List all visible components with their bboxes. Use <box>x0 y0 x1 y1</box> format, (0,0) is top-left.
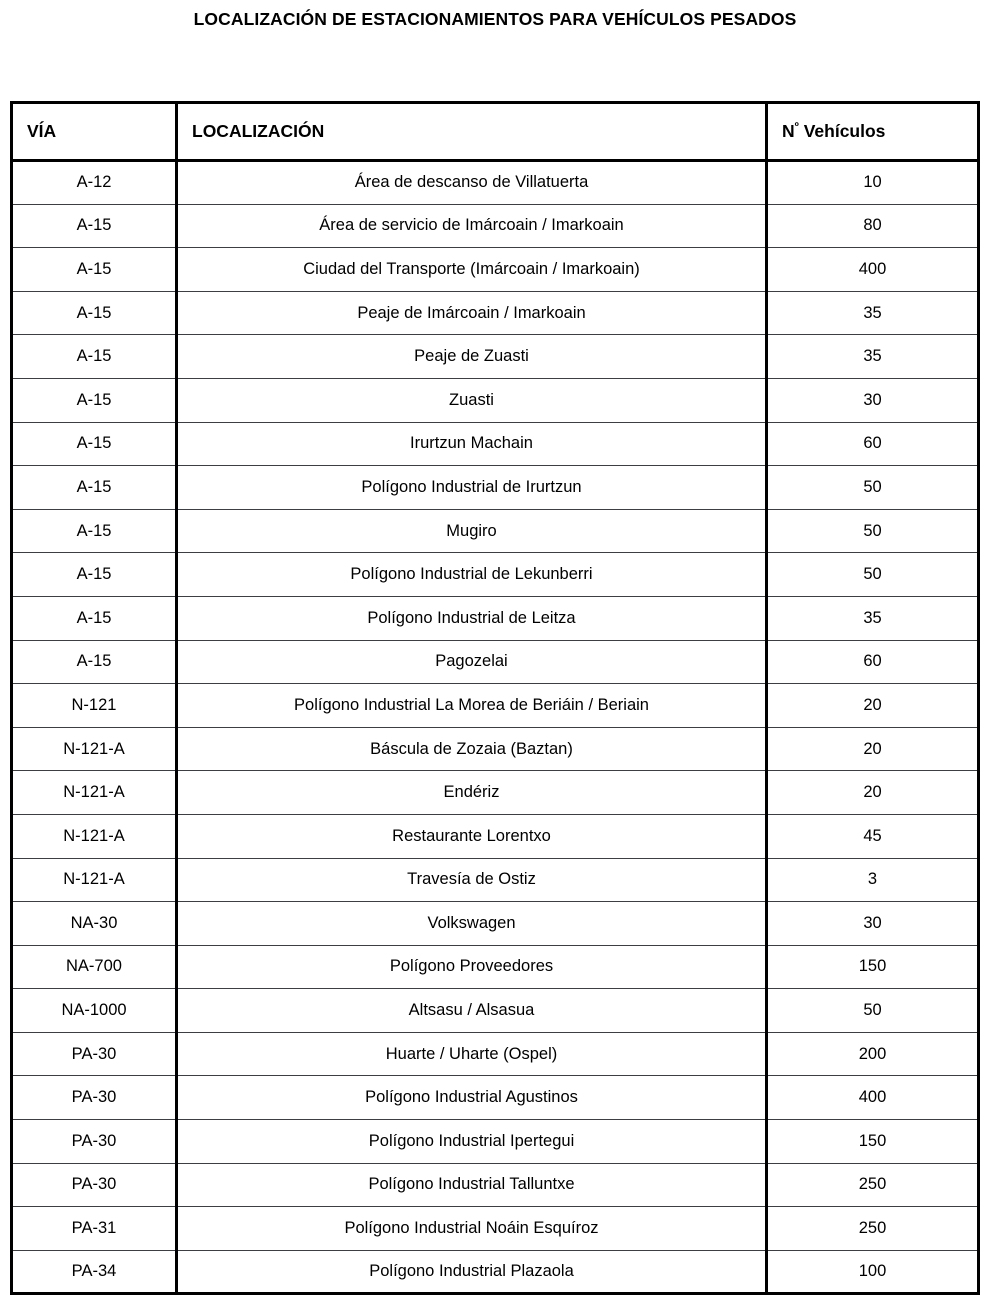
cell-localizacion: Área de servicio de Imárcoain / Imarkoain <box>177 204 767 248</box>
cell-localizacion: Peaje de Imárcoain / Imarkoain <box>177 291 767 335</box>
cell-localizacion: Polígono Industrial de Leitza <box>177 596 767 640</box>
cell-via: A-15 <box>12 509 177 553</box>
cell-num-vehiculos: 100 <box>767 1250 979 1294</box>
cell-num-vehiculos: 35 <box>767 596 979 640</box>
table-row <box>12 248 979 292</box>
cell-localizacion: Irurtzun Machain <box>177 422 767 466</box>
cell-via: A-15 <box>12 466 177 510</box>
cell-localizacion: Pagozelai <box>177 640 767 684</box>
cell-localizacion: Polígono Industrial Plazaola <box>177 1250 767 1294</box>
cell-num-vehiculos: 250 <box>767 1207 979 1251</box>
cell-localizacion: Polígono Industrial Talluntxe <box>177 1163 767 1207</box>
table-row <box>12 1163 979 1207</box>
cell-via: N-121-A <box>12 814 177 858</box>
table-row <box>12 466 979 510</box>
table-row <box>12 727 979 771</box>
cell-via: N-121-A <box>12 858 177 902</box>
table-row <box>12 204 979 248</box>
table-body <box>12 161 979 1294</box>
table-row <box>12 1207 979 1251</box>
cell-via: A-15 <box>12 596 177 640</box>
table-row <box>12 814 979 858</box>
cell-num-vehiculos: 35 <box>767 291 979 335</box>
cell-localizacion: Polígono Industrial de Irurtzun <box>177 466 767 510</box>
cell-num-vehiculos: 10 <box>767 161 979 205</box>
table-row <box>12 1076 979 1120</box>
cell-via: A-15 <box>12 204 177 248</box>
table-row <box>12 161 979 205</box>
cell-localizacion: Polígono Industrial de Lekunberri <box>177 553 767 597</box>
ordinal-indicator-icon: º <box>794 121 799 134</box>
cell-num-vehiculos: 50 <box>767 553 979 597</box>
cell-via: NA-1000 <box>12 989 177 1033</box>
cell-via: N-121 <box>12 684 177 728</box>
cell-num-vehiculos: 50 <box>767 509 979 553</box>
table-row <box>12 378 979 422</box>
table-row <box>12 771 979 815</box>
column-header-via: VÍA <box>12 103 177 161</box>
cell-localizacion: Endériz <box>177 771 767 815</box>
table-row <box>12 291 979 335</box>
table-row <box>12 989 979 1033</box>
cell-via: A-15 <box>12 248 177 292</box>
cell-localizacion: Polígono Proveedores <box>177 945 767 989</box>
table-row <box>12 640 979 684</box>
cell-num-vehiculos: 200 <box>767 1032 979 1076</box>
cell-via: NA-30 <box>12 902 177 946</box>
column-header-num-vehiculos <box>767 103 979 161</box>
column-header-localizacion: LOCALIZACIÓN <box>177 103 767 161</box>
cell-localizacion: Mugiro <box>177 509 767 553</box>
cell-localizacion: Travesía de Ostiz <box>177 858 767 902</box>
cell-num-vehiculos: 20 <box>767 727 979 771</box>
cell-via: A-15 <box>12 553 177 597</box>
column-header-num-vehiculos-prefix: N <box>782 121 795 141</box>
table-row <box>12 684 979 728</box>
table-header <box>12 103 979 161</box>
table-container <box>10 101 980 1295</box>
cell-localizacion: Polígono Industrial Agustinos <box>177 1076 767 1120</box>
cell-num-vehiculos: 50 <box>767 989 979 1033</box>
cell-num-vehiculos: 80 <box>767 204 979 248</box>
cell-num-vehiculos: 150 <box>767 1120 979 1164</box>
cell-num-vehiculos: 45 <box>767 814 979 858</box>
table-row <box>12 1120 979 1164</box>
table-row <box>12 596 979 640</box>
cell-via: A-15 <box>12 422 177 466</box>
cell-localizacion: Báscula de Zozaia (Baztan) <box>177 727 767 771</box>
cell-localizacion: Ciudad del Transporte (Imárcoain / Imarkoain) <box>177 248 767 292</box>
cell-via: A-15 <box>12 335 177 379</box>
cell-localizacion: Zuasti <box>177 378 767 422</box>
cell-num-vehiculos: 30 <box>767 902 979 946</box>
table-row <box>12 335 979 379</box>
cell-num-vehiculos: 35 <box>767 335 979 379</box>
cell-num-vehiculos: 60 <box>767 640 979 684</box>
cell-via: A-15 <box>12 640 177 684</box>
cell-localizacion: Peaje de Zuasti <box>177 335 767 379</box>
cell-num-vehiculos: 400 <box>767 248 979 292</box>
cell-localizacion: Huarte / Uharte (Ospel) <box>177 1032 767 1076</box>
table-row <box>12 509 979 553</box>
cell-via: A-15 <box>12 291 177 335</box>
cell-via: A-15 <box>12 378 177 422</box>
cell-num-vehiculos: 60 <box>767 422 979 466</box>
cell-localizacion: Polígono Industrial Noáin Esquíroz <box>177 1207 767 1251</box>
table-row <box>12 1032 979 1076</box>
cell-via: PA-31 <box>12 1207 177 1251</box>
cell-via: PA-34 <box>12 1250 177 1294</box>
cell-localizacion: Restaurante Lorentxo <box>177 814 767 858</box>
cell-via: PA-30 <box>12 1076 177 1120</box>
table-row <box>12 945 979 989</box>
cell-num-vehiculos: 3 <box>767 858 979 902</box>
cell-num-vehiculos: 30 <box>767 378 979 422</box>
cell-via: PA-30 <box>12 1163 177 1207</box>
table-row <box>12 902 979 946</box>
cell-localizacion: Altsasu / Alsasua <box>177 989 767 1033</box>
cell-num-vehiculos: 20 <box>767 684 979 728</box>
heavy-vehicle-parking-table <box>10 101 980 1295</box>
cell-via: N-121-A <box>12 727 177 771</box>
cell-localizacion: Volkswagen <box>177 902 767 946</box>
cell-num-vehiculos: 400 <box>767 1076 979 1120</box>
table-row <box>12 1250 979 1294</box>
cell-localizacion: Área de descanso de Villatuerta <box>177 161 767 205</box>
cell-localizacion: Polígono Industrial Ipertegui <box>177 1120 767 1164</box>
cell-num-vehiculos: 150 <box>767 945 979 989</box>
page-title: LOCALIZACIÓN DE ESTACIONAMIENTOS PARA VEHÍCULOS PESADOS <box>193 9 797 29</box>
cell-via: PA-30 <box>12 1120 177 1164</box>
cell-via: NA-700 <box>12 945 177 989</box>
cell-num-vehiculos: 50 <box>767 466 979 510</box>
cell-num-vehiculos: 250 <box>767 1163 979 1207</box>
cell-via: PA-30 <box>12 1032 177 1076</box>
column-header-num-vehiculos-suffix: Vehículos <box>798 121 886 141</box>
table-row <box>12 858 979 902</box>
cell-via: N-121-A <box>12 771 177 815</box>
cell-num-vehiculos: 20 <box>767 771 979 815</box>
table-header-row <box>12 103 979 161</box>
cell-via: A-12 <box>12 161 177 205</box>
table-row <box>12 553 979 597</box>
cell-localizacion: Polígono Industrial La Morea de Beriáin / Beriain <box>177 684 767 728</box>
table-row <box>12 422 979 466</box>
